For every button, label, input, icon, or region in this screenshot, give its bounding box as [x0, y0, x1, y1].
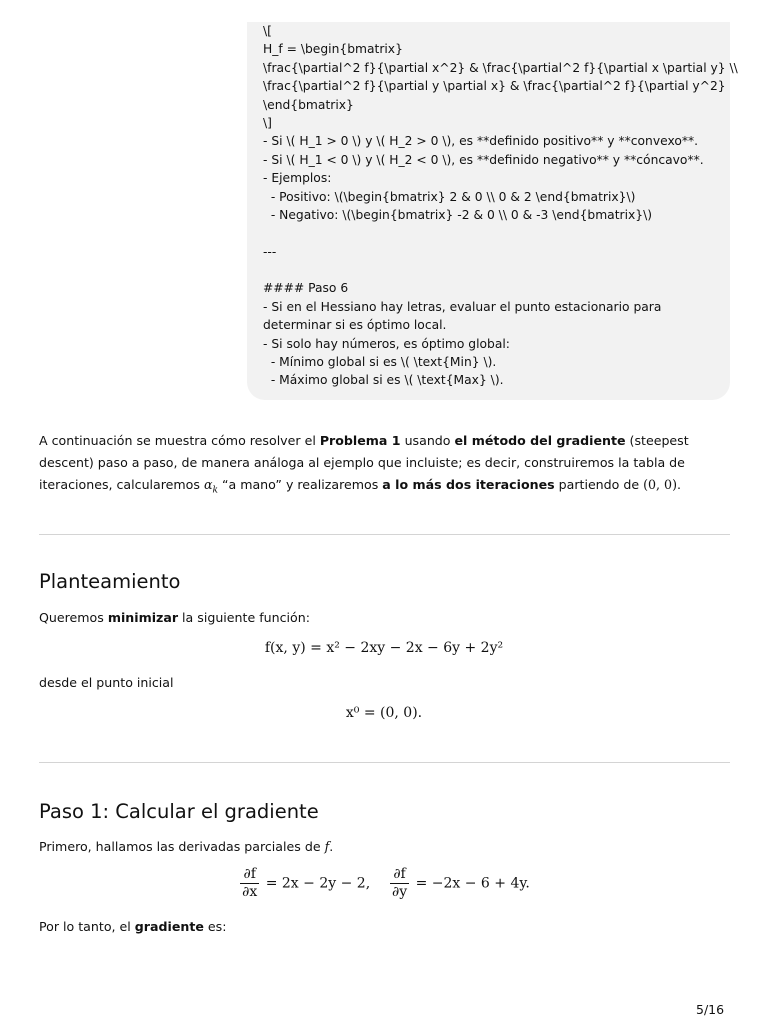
heading-paso-1: Paso 1: Calcular el gradiente [39, 800, 319, 823]
intro-bold-iterations: a lo más dos iteraciones [382, 477, 555, 492]
bubble-line: \frac{\partial^2 f}{\partial y \partial x} & \frac{\partial^2 f}{\partial y^2} [263, 79, 726, 94]
gradient-paragraph: Por lo tanto, el gradiente es: [39, 919, 227, 934]
bubble-line: --- [263, 244, 277, 259]
intro-bold-problem: Problema 1 [319, 433, 401, 448]
bubble-line: - Mínimo global si es \( \text{Min} \). [263, 355, 497, 370]
bubble-line: \] [263, 115, 272, 130]
start-point-label: desde el punto inicial [39, 675, 174, 690]
intro-bold-method: el método del gradiente [454, 433, 626, 448]
user-message-bubble [247, 22, 738, 400]
intro-text: (steepest descent) paso a paso, de manera análoga al ejemplo que incluiste; es decir, construiremos la tabla de iteraciones, calcularemos [39, 433, 689, 492]
bubble-line: - Ejemplos: [263, 171, 332, 186]
page-number: 5/16 [696, 1002, 725, 1017]
divider [39, 762, 730, 763]
f-symbol: f [324, 839, 330, 854]
df-dy-rhs: = −2x − 6 + 4y. [415, 875, 530, 892]
start-point-inline: (0, 0) [643, 477, 677, 492]
bubble-line [263, 224, 716, 242]
intro-text: usando [400, 433, 455, 448]
start-point-equation: x⁰ = (0, 0). [345, 705, 423, 721]
alpha-k-symbol: $\alpha_k$ [203, 477, 218, 496]
bubble-line: - Positivo: \(\begin{bmatrix} 2 & 0 \\ 0 & 2 \end{bmatrix}\) [263, 189, 636, 204]
bubble-line [263, 261, 716, 279]
planteamiento-paragraph: Queremos minimizar la siguiente función: [39, 610, 310, 625]
bubble-line: - Máximo global si es \( \text{Max} \). [263, 373, 504, 388]
df-dx-rhs: = 2x − 2y − 2, [265, 875, 371, 892]
bubble-line: #### Paso 6 [263, 281, 349, 296]
bubble-line: - Si \( H_1 < 0 \) y \( H_2 < 0 \), es **definido negativo** y **cóncavo**. [263, 152, 704, 167]
bubble-line: - Si \( H_1 > 0 \) y \( H_2 > 0 \), es **definido positivo** y **convexo**. [263, 134, 699, 149]
bubble-line: \end{bmatrix} [263, 97, 354, 112]
bubble-line: H_f = \begin{bmatrix} [263, 42, 403, 57]
intro-text: “a mano” y realizaremos [217, 477, 383, 492]
intro-paragraph [39, 430, 731, 502]
bubble-line: \[ [263, 24, 272, 38]
heading-planteamiento: Planteamiento [39, 570, 181, 593]
intro-text: partiendo de [554, 477, 644, 492]
df-dy-fraction: $\frac{\partial f}{\partial y}$ [391, 866, 408, 900]
partial-derivatives-equation [0, 866, 768, 901]
bubble-line: - Si en el Hessiano hay letras, evaluar el punto estacionario para [263, 299, 662, 314]
function-equation: f(x, y) = x² − 2xy − 2x − 6y + 2y² [264, 640, 504, 656]
divider [39, 534, 730, 535]
df-dx-fraction: $\frac{\partial f}{\partial x}$ [242, 866, 258, 900]
bubble-line: \frac{\partial^2 f}{\partial x^2} & \frac{\partial^2 f}{\partial x \partial y} \\ [263, 60, 738, 75]
bubble-line: - Negativo: \(\begin{bmatrix} -2 & 0 \\ 0 & -3 \end{bmatrix}\) [263, 207, 653, 222]
bubble-line: - Si solo hay números, es óptimo global: [263, 336, 510, 351]
bold-gradiente: gradiente [134, 919, 204, 934]
bold-minimizar: minimizar [107, 610, 179, 625]
intro-text: A continuación se muestra cómo resolver el [39, 433, 320, 448]
paso1-paragraph: Primero, hallamos las derivadas parciales de f. [39, 839, 334, 854]
bubble-line: determinar si es óptimo local. [263, 318, 447, 333]
intro-text: . [676, 477, 681, 492]
